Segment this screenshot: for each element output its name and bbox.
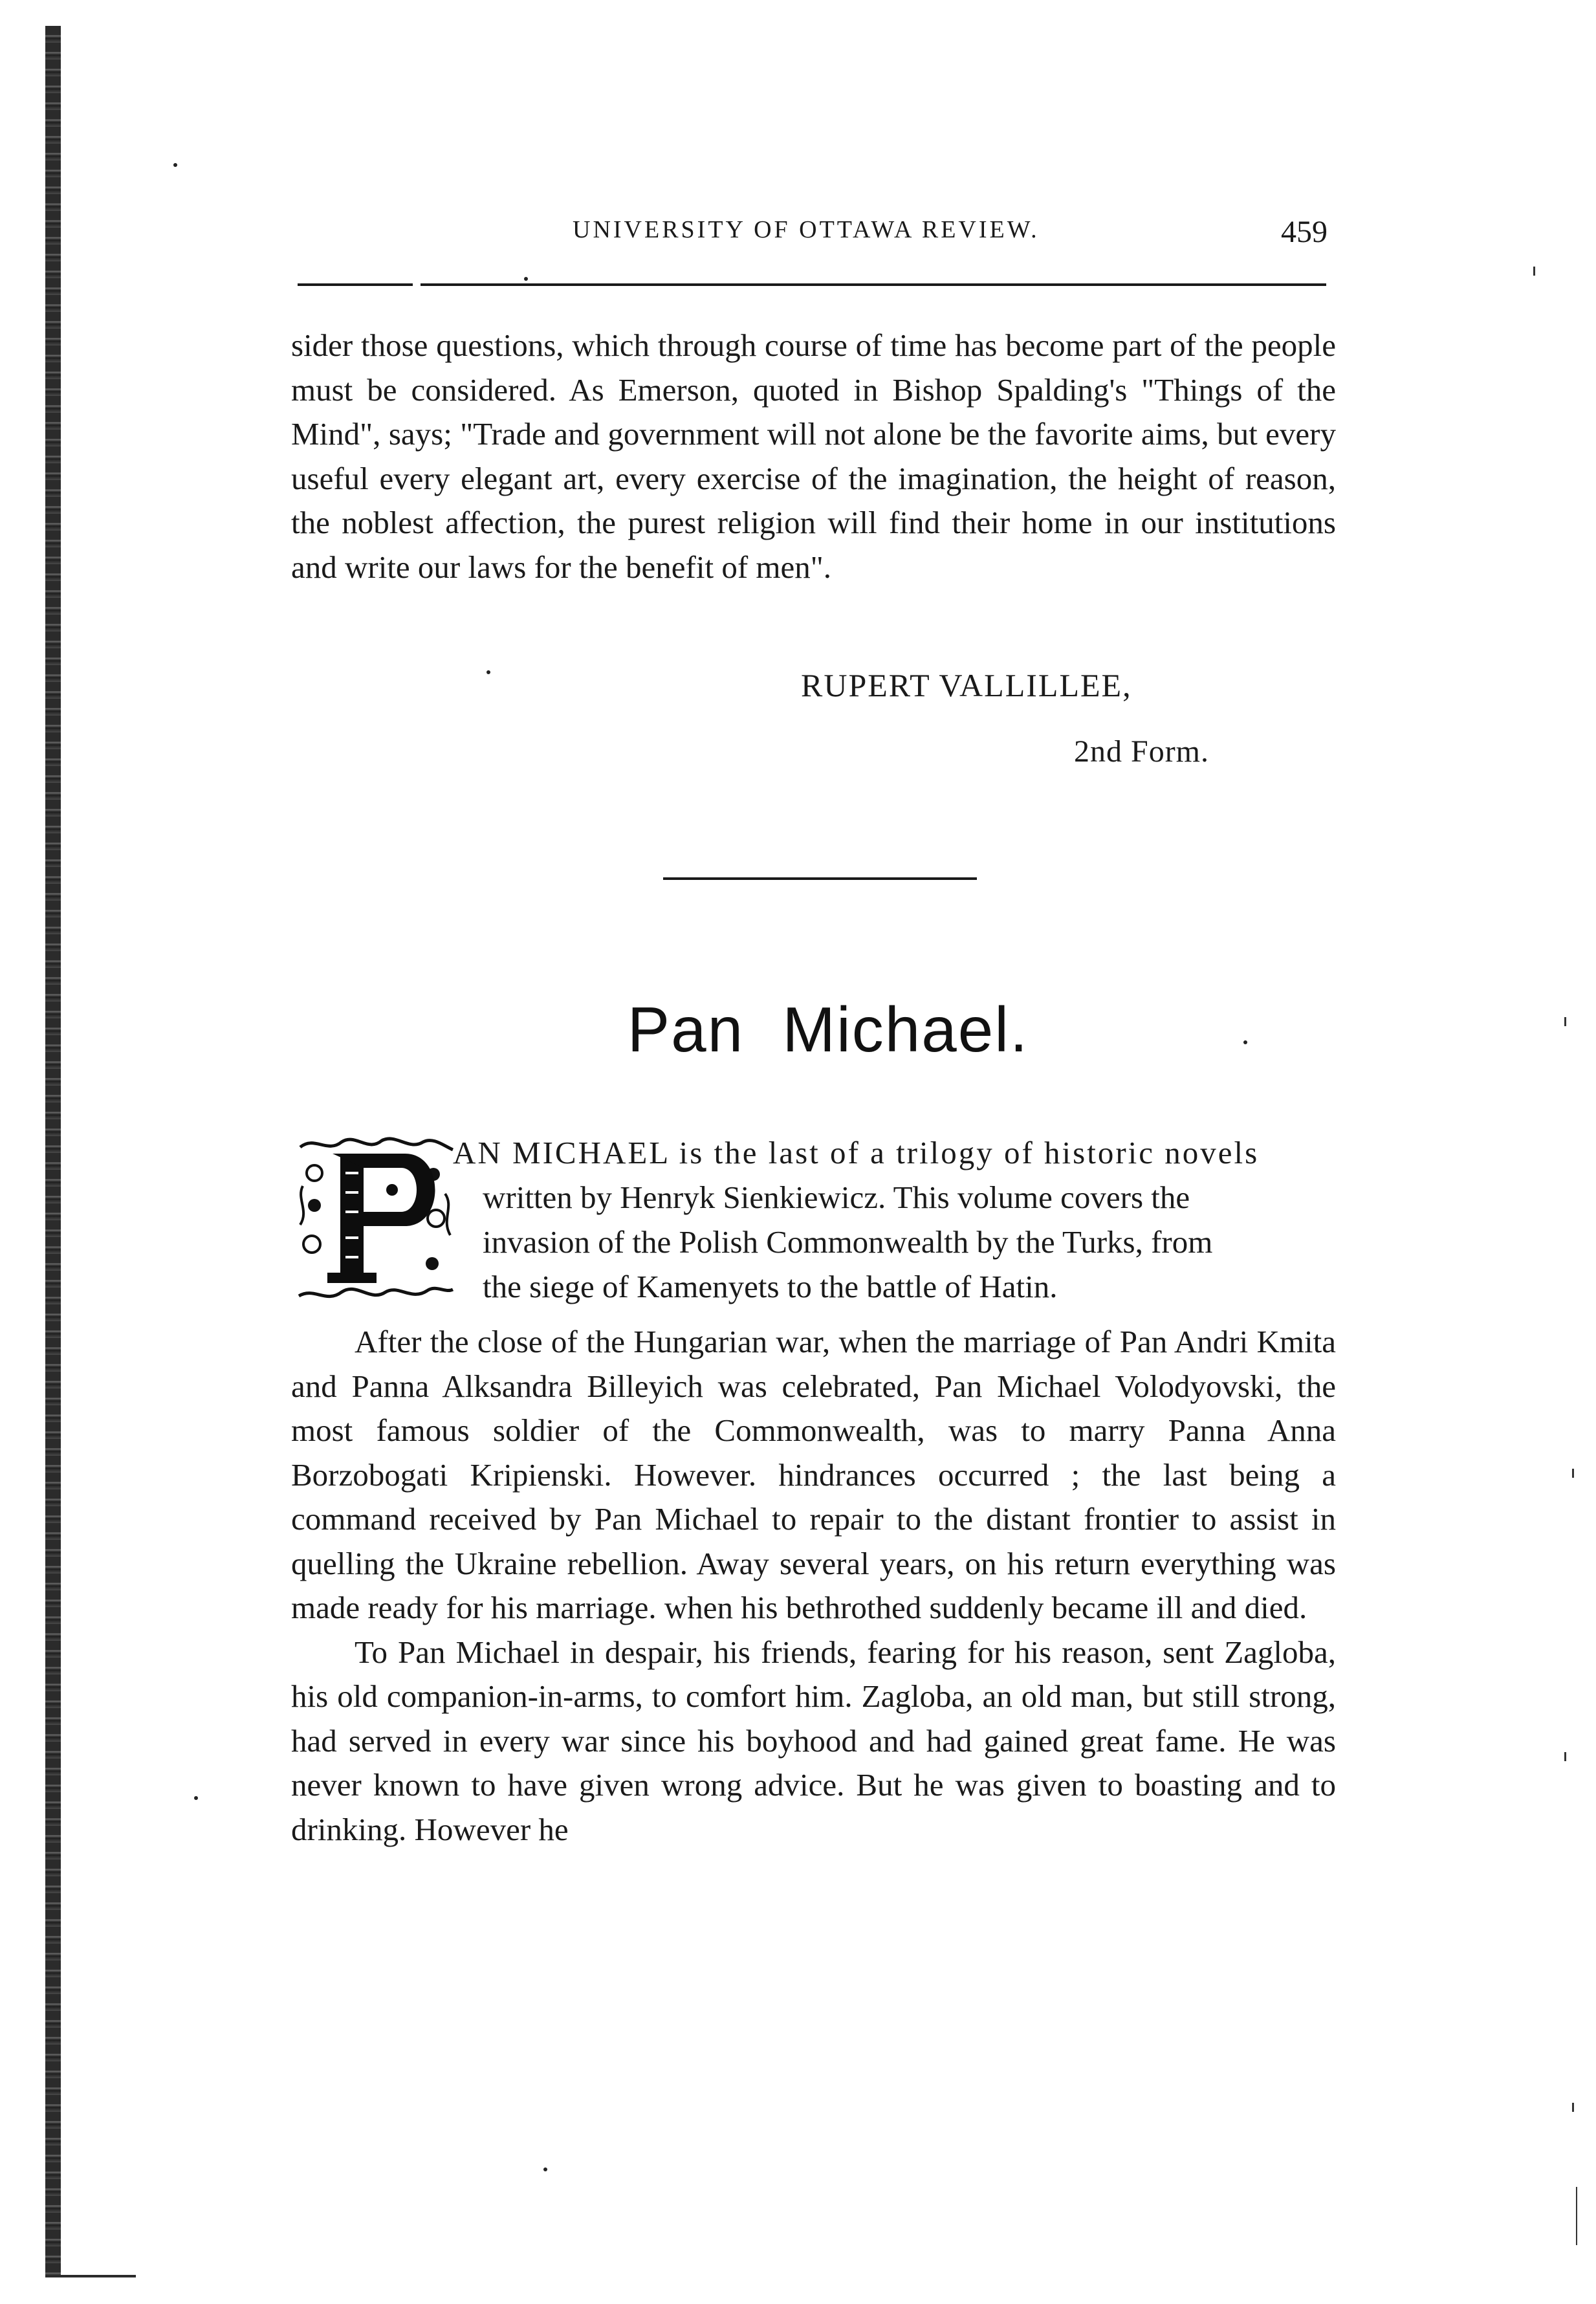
rule-gap	[413, 283, 421, 286]
author-form: 2nd Form.	[1074, 734, 1210, 769]
ornamental-drop-cap-p	[295, 1134, 455, 1304]
margin-mark	[1564, 1752, 1566, 1761]
margin-mark	[1533, 267, 1535, 276]
intro-line-3: invasion of the Polish Commonwealth by the Turks, from	[483, 1224, 1213, 1260]
margin-mark	[1576, 2187, 1577, 2245]
paper-speck	[194, 1796, 198, 1800]
paper-speck	[543, 2167, 547, 2171]
article-intro	[453, 1130, 1336, 1309]
body-paragraph-1: After the close of the Hungarian war, when the marriage of Pan Andri Kmita and Panna Alksandra Billeyich was celebrated, Pan Michael Volodyovski, the most famous soldier of the Commonwealth, was to marry Panna Anna Borzobogati Kripienski. However. hindrances occurred ; the last being a command received by Pan Michael to repair to the distant frontier to assist in quelling the Ukraine rebellion. Away several years, on his return everything was made ready for his marriage. when his bethrothed suddenly became ill and died.	[291, 1324, 1336, 1625]
paper-speck	[173, 163, 177, 167]
intro-line-2: written by Henryk Sienkiewicz. This volume covers the	[483, 1179, 1190, 1215]
page-number: 459	[1281, 215, 1328, 249]
journal-title: UNIVERSITY OF OTTAWA REVIEW.	[573, 216, 1040, 243]
binding-foot-rule	[45, 2275, 136, 2277]
section-divider	[663, 877, 977, 880]
intro-line-1: AN MICHAEL is the last of a trilogy of historic novels	[453, 1135, 1260, 1170]
intro-line-4: the siege of Kamenyets to the battle of Hatin.	[483, 1269, 1058, 1304]
drop-cap-ornament-icon	[295, 1134, 455, 1304]
author-signature: RUPERT VALLILLEE,	[801, 667, 1132, 703]
book-binding-edge	[45, 26, 61, 2277]
rule-dot	[524, 277, 528, 281]
header-rule	[298, 283, 1326, 286]
previous-article-ending	[291, 324, 1336, 589]
running-head	[291, 215, 1339, 254]
article-body	[291, 1320, 1336, 1852]
margin-mark	[1572, 1469, 1574, 1478]
margin-mark	[1572, 2103, 1574, 2112]
closing-paragraph: sider those questions, which through course of time has become part of the people must be considered. As Emerson, quoted in Bishop Spalding's "Things of the Mind", says; "Trade and government will not alone be the favorite aims, but every useful every elegant art, every exercise of the imagination, the height of reason, the noblest affection, the purest religion will find their home in our institutions and write our laws for the benefit of men".	[291, 327, 1336, 585]
paper-speck	[486, 670, 490, 674]
body-paragraph-2: To Pan Michael in despair, his friends, fearing for his reason, sent Zagloba, his old companion-in-arms, to comfort him. Zagloba, an old man, but still strong, had served in every war since his boyhood and had gained great fame. He was never known to have given wrong advice. But he was given to boasting and to drinking. However he	[291, 1634, 1336, 1847]
article-title: Pan Michael.	[627, 994, 1029, 1065]
